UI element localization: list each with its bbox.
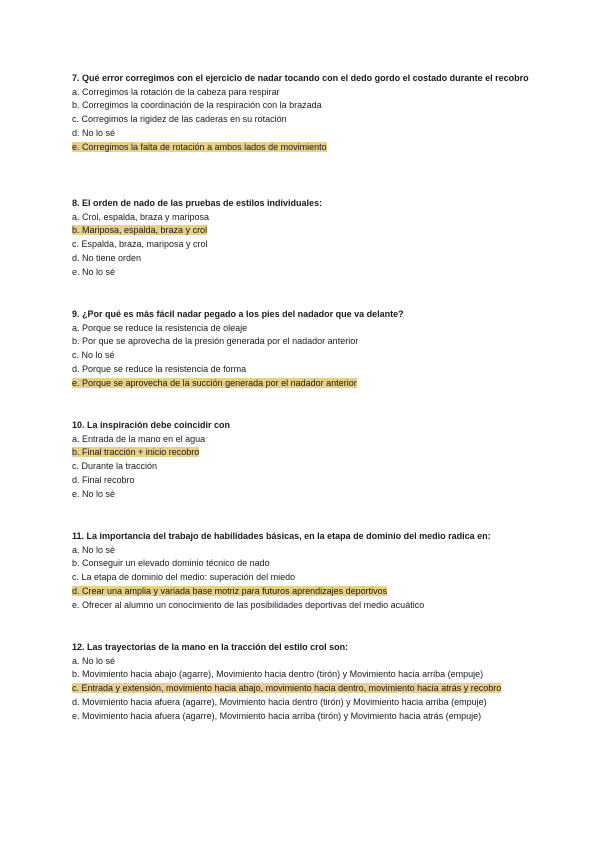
answer-option-c: c. Espalda, braza, mariposa y crol <box>72 239 208 250</box>
answer-option-e: e. Movimiento hacia afuera (agarre), Movimiento hacia arriba (tirón) y Movimiento hacia atrás (empuje) <box>72 710 482 721</box>
answer-option-c: c. Corregimos la rigidez de las caderas en su rotación <box>72 114 287 125</box>
answer-option-d: d. Movimiento hacia afuera (agarre), Movimiento hacia dentro (tirón) y Movimiento hacia arriba (empuje) <box>72 696 487 707</box>
answer-option-e: e. Ofrecer al alumno un conocimiento de las posibilidades deportivas del medio acuático <box>72 599 425 610</box>
answer-option-a: a. Crol, espalda, braza y mariposa <box>72 211 210 222</box>
answer-option-b-correct: b. Final tracción + inicio recobro <box>72 447 200 458</box>
answer-option-e: e. No lo sé <box>72 488 116 499</box>
answer-option-c-correct: c. Entrada y extensión, movimiento hacia abajo, movimiento hacia dentro, movimiento hacia atrás y recobro <box>72 683 502 694</box>
answer-option-c: c. No lo sé <box>72 350 115 361</box>
answer-option-e-correct: e. Corregimos la falta de rotación a ambos lados de movimiento <box>72 141 327 152</box>
question-title: 7. Qué error corregimos con el ejercicio de nadar tocando con el dedo gordo el costado durante el recobro <box>72 73 529 83</box>
answer-option-e: e. No lo sé <box>72 266 116 277</box>
answer-option-a: a. No lo sé <box>72 544 116 555</box>
answer-option-b: b. Por que se aprovecha de la presión generada por el nadador anterior <box>72 336 359 347</box>
answer-option-d-correct: d. Crear una amplia y variada base motriz para futuros aprendizajes deportivos <box>72 585 388 596</box>
question-9 <box>72 308 532 390</box>
question-title: 12. Las trayectorias de la mano en la tracción del estilo crol son: <box>72 642 349 652</box>
answer-option-a: a. Corregimos la rotación de la cabeza para respirar <box>72 86 280 97</box>
question-12 <box>72 641 532 723</box>
answer-option-d: d. Final recobro <box>72 474 135 485</box>
answer-option-e-correct: e. Porque se aprovecha de la succión generada por el nadador anterior <box>72 377 357 388</box>
answer-option-b: b. Movimiento hacia abajo (agarre), Movimiento hacia dentro (tirón) y Movimiento hacia arriba (empuje) <box>72 669 484 680</box>
question-11 <box>72 530 532 612</box>
answer-option-b: b. Corregimos la coordinación de la respiración con la brazada <box>72 100 322 111</box>
answer-option-b-correct: b. Mariposa, espalda, braza y crol <box>72 225 208 236</box>
question-title: 10. La inspiración debe coincidir con <box>72 420 231 430</box>
answer-option-b: b. Conseguir un elevado dominio técnico de nado <box>72 558 270 569</box>
question-10 <box>72 419 532 501</box>
question-title: 11. La importancia del trabajo de habilidades básicas, en la etapa de dominio del medio radica en: <box>72 531 491 541</box>
question-title: 8. El orden de nado de las pruebas de estilos individuales: <box>72 198 323 208</box>
question-title: 9. ¿Por qué es más fácil nadar pegado a los pies del nadador que va delante? <box>72 309 404 319</box>
answer-option-a: a. Entrada de la mano en el agua <box>72 433 206 444</box>
answer-option-d: d. Porque se reduce la resistencia de forma <box>72 363 247 374</box>
answer-option-d: d. No lo sé <box>72 127 116 138</box>
answer-option-c: c. Durante la tracción <box>72 461 158 472</box>
answer-option-c: c. La etapa de dominio del medio: superación del miedo <box>72 572 296 583</box>
answer-option-a: a. Porque se reduce la resistencia de oleaje <box>72 322 248 333</box>
answer-option-d: d. No tiene orden <box>72 252 142 263</box>
question-8 <box>72 197 532 279</box>
answer-option-a: a. No lo sé <box>72 655 116 666</box>
question-7 <box>72 72 532 154</box>
